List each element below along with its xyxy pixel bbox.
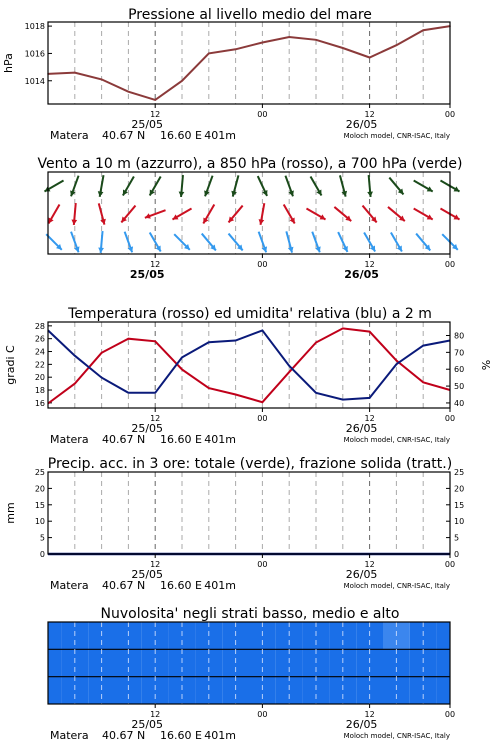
- date-label: 26/05: [345, 118, 378, 131]
- y-tick-label: 25: [34, 468, 45, 477]
- y-tick-label: 5: [39, 533, 45, 543]
- cloud-cell: [437, 622, 450, 649]
- y-tick-label: 16: [34, 398, 45, 408]
- x-tick-label: 12: [150, 110, 161, 119]
- station-name: Matera: [50, 433, 89, 446]
- x-tick-label: 00: [444, 110, 456, 119]
- station-lon: 16.60 E: [160, 579, 202, 592]
- pressure-point: [154, 99, 156, 101]
- date-label: 26/05: [344, 268, 379, 281]
- pressure-point: [315, 39, 317, 41]
- station-lat: 40.67 N: [102, 579, 146, 592]
- wind-arrow-head: [367, 191, 373, 196]
- wind-arrow: [231, 175, 238, 196]
- wind-arrow: [259, 232, 267, 253]
- wind-arrow: [340, 175, 347, 196]
- y-tick-label-right: 20: [454, 484, 465, 494]
- x-tick-label: 00: [444, 560, 456, 569]
- pressure-point: [181, 80, 183, 82]
- humidity-line: [48, 330, 450, 399]
- x-tick-label: 00: [257, 260, 268, 269]
- cloud-cell: [48, 677, 61, 704]
- wind-arrow: [125, 232, 133, 253]
- x-tick-label: 00: [257, 414, 268, 423]
- pressure-point: [101, 79, 103, 81]
- y-axis-label: gradi C: [4, 345, 17, 385]
- date-label: 25/05: [129, 268, 165, 281]
- station-lon: 16.60 E: [160, 129, 202, 142]
- pressure-line: [48, 26, 450, 100]
- date-label: 26/05: [345, 718, 378, 731]
- y-axis-label: mm: [4, 502, 17, 524]
- pressure-point: [342, 47, 344, 49]
- panel-2: [37, 156, 462, 281]
- wind-arrow: [312, 232, 320, 253]
- y-tick-label: 22: [34, 360, 45, 370]
- station-name: Matera: [50, 129, 89, 142]
- panel-title: Temperatura (rosso) ed umidita' relativa (blu) a 2 m: [68, 306, 432, 322]
- plot-frame: [48, 472, 450, 554]
- panel-title: Precip. acc. in 3 ore: totale (verde), frazione solida (tratt.): [47, 456, 453, 472]
- station-alt: 401m: [204, 579, 236, 592]
- wind-arrow: [49, 204, 60, 223]
- model-credit: Moloch model, CNR-ISAC, Italy: [343, 732, 450, 740]
- x-tick-label: 12: [150, 260, 161, 269]
- wind-arrow: [71, 203, 77, 225]
- wind-arrow: [285, 176, 293, 197]
- wind-arrow: [204, 176, 212, 197]
- x-tick-label: 12: [364, 260, 375, 269]
- x-tick-label: 00: [257, 110, 268, 119]
- y-tick-label: 28: [34, 321, 45, 331]
- station-name: Matera: [50, 579, 89, 592]
- y-tick-label: 1018: [24, 22, 45, 32]
- y-tick-label-right: 50: [454, 382, 465, 392]
- cloud-cell: [48, 649, 61, 676]
- model-credit: Moloch model, CNR-ISAC, Italy: [343, 132, 450, 140]
- wind-arrow: [179, 175, 185, 197]
- wind-arrow-head: [98, 247, 104, 252]
- wind-arrow: [259, 203, 265, 225]
- panel-3: [4, 306, 493, 446]
- cloud-cell: [437, 677, 450, 704]
- y-tick-label-right: 40: [454, 398, 465, 408]
- wind-arrow-head: [71, 219, 77, 224]
- y-tick-label: 26: [34, 334, 45, 344]
- wind-arrow: [71, 232, 79, 253]
- wind-arrow-head: [179, 191, 185, 196]
- pressure-point: [235, 49, 237, 51]
- pressure-point: [422, 29, 424, 31]
- x-tick-label: 12: [364, 110, 375, 119]
- x-tick-label: 00: [257, 710, 268, 719]
- y-axis-label: hPa: [2, 53, 15, 73]
- temperature-line: [48, 328, 450, 403]
- y-tick-label: 1014: [24, 76, 45, 86]
- cloud-cell: [437, 649, 450, 676]
- pressure-point: [208, 53, 210, 55]
- panel-title: Pressione al livello medio del mare: [128, 7, 372, 23]
- panel-4: [4, 456, 464, 592]
- y-tick-label-right: 70: [454, 348, 465, 358]
- station-alt: 401m: [204, 129, 236, 142]
- x-tick-label: 12: [364, 414, 375, 423]
- x-tick-label: 00: [444, 260, 456, 269]
- x-tick-label: 12: [364, 710, 375, 719]
- y-axis-label-right: %: [480, 359, 493, 371]
- model-credit: Moloch model, CNR-ISAC, Italy: [343, 582, 450, 590]
- wind-arrow: [44, 181, 63, 192]
- y-tick-label: 15: [34, 500, 45, 510]
- y-tick-label-right: 60: [454, 365, 465, 375]
- x-tick-label: 12: [150, 560, 161, 569]
- date-label: 25/05: [131, 718, 164, 731]
- date-label: 25/05: [131, 422, 164, 435]
- pressure-point: [288, 36, 290, 38]
- y-tick-label: 20: [34, 373, 45, 383]
- y-tick-label: 1016: [24, 49, 45, 59]
- panel-1: [2, 7, 455, 142]
- plot-frame: [48, 22, 450, 104]
- y-tick-label: 24: [34, 347, 45, 357]
- station-lat: 40.67 N: [102, 729, 146, 742]
- x-tick-label: 12: [364, 560, 375, 569]
- station-lat: 40.67 N: [102, 129, 146, 142]
- x-tick-label: 12: [150, 710, 161, 719]
- x-tick-label: 00: [444, 710, 456, 719]
- date-label: 25/05: [131, 118, 164, 131]
- x-tick-label: 00: [257, 560, 268, 569]
- pressure-point: [369, 57, 371, 59]
- station-lon: 16.60 E: [160, 433, 202, 446]
- station-name: Matera: [50, 729, 89, 742]
- y-tick-label: 20: [34, 484, 45, 494]
- x-tick-label: 00: [444, 414, 456, 423]
- y-tick-label-right: 5: [454, 533, 460, 543]
- y-tick-label-right: 0: [454, 550, 460, 559]
- station-lon: 16.60 E: [160, 729, 202, 742]
- wind-arrow: [286, 231, 293, 252]
- cloud-cell: [48, 622, 61, 649]
- date-label: 26/05: [345, 568, 378, 581]
- pressure-point: [396, 44, 398, 46]
- wind-arrow: [367, 175, 373, 197]
- pressure-point: [74, 72, 76, 74]
- date-label: 26/05: [345, 422, 378, 435]
- y-tick-label-right: 80: [454, 331, 465, 341]
- panel-5: [48, 606, 455, 742]
- wind-arrow: [98, 231, 104, 253]
- panel-title: Nuvolosita' negli strati basso, medio e alto: [100, 606, 400, 622]
- y-tick-label: 10: [34, 517, 45, 527]
- model-credit: Moloch model, CNR-ISAC, Italy: [343, 436, 450, 444]
- date-label: 25/05: [131, 568, 164, 581]
- y-tick-label-right: 10: [454, 517, 465, 527]
- station-lat: 40.67 N: [102, 433, 146, 446]
- y-tick-label-right: 15: [454, 500, 465, 510]
- plot-frame: [48, 172, 450, 254]
- wind-arrow: [99, 203, 106, 224]
- y-tick-label: 18: [34, 386, 45, 396]
- wind-arrow: [70, 176, 78, 197]
- wind-arrow: [98, 175, 104, 197]
- station-alt: 401m: [204, 433, 236, 446]
- station-alt: 401m: [204, 729, 236, 742]
- pressure-point: [262, 42, 264, 44]
- y-tick-label-right: 25: [454, 468, 465, 477]
- pressure-point: [128, 91, 130, 93]
- panel-title: Vento a 10 m (azzurro), a 850 hPa (rosso), a 700 hPa (verde): [37, 156, 463, 172]
- y-tick-label: 0: [39, 550, 45, 559]
- x-tick-label: 12: [150, 414, 161, 423]
